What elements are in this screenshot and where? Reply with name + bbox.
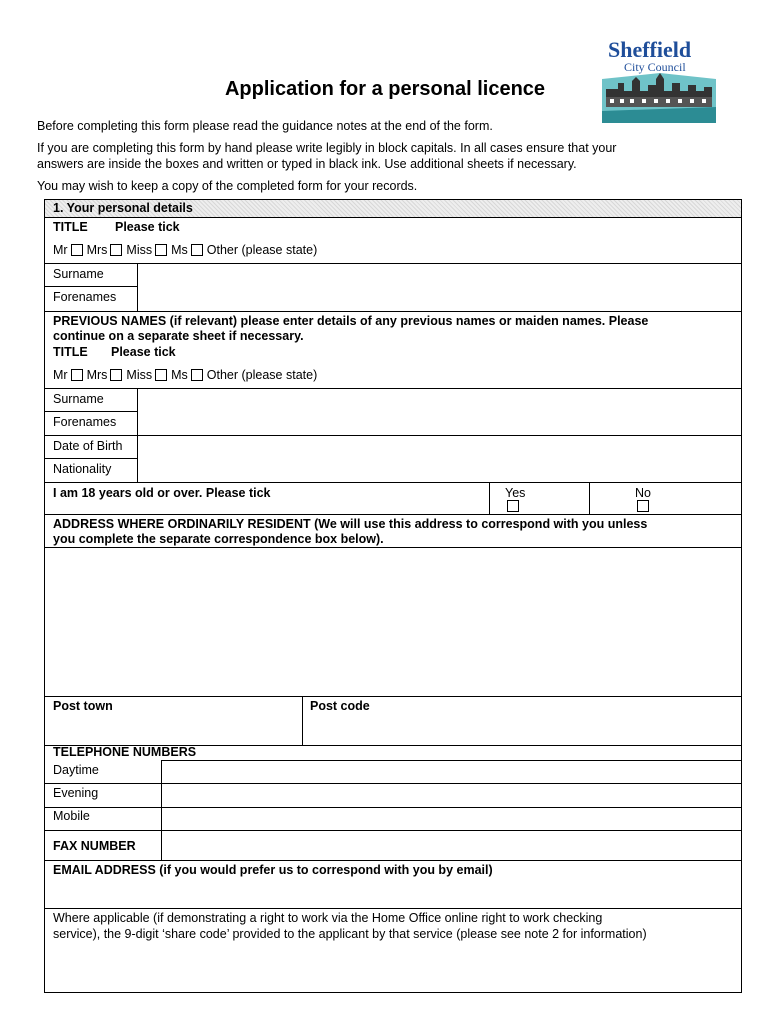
prev-option-mr-label: Mr (53, 368, 68, 382)
prev-mr-checkbox[interactable] (71, 369, 83, 381)
dob-nationality-input[interactable] (138, 436, 741, 481)
prev-miss-checkbox[interactable] (155, 369, 167, 381)
title-label: TITLE (53, 220, 88, 234)
post-code-label: Post code (310, 699, 370, 713)
mobile-label: Mobile (53, 809, 90, 823)
share-code-line1: Where applicable (if demonstrating a right to work via the Home Office online right to work checking (53, 911, 603, 925)
page-title: Application for a personal licence (224, 78, 546, 100)
logo-line1: Sheffield (608, 37, 692, 62)
prev-option-ms-label: Ms (171, 368, 188, 382)
title-options (53, 243, 317, 257)
section-header (45, 200, 741, 218)
post-code-input[interactable] (303, 715, 741, 744)
evening-label: Evening (53, 786, 99, 800)
intro-paragraph-2a: If you are completing this form by hand please write legibly in block capitals. In all cases ensure that your (37, 141, 617, 155)
ms-checkbox[interactable] (191, 244, 203, 256)
daytime-label: Daytime (53, 763, 99, 777)
please-tick-label: Please tick (115, 220, 180, 234)
previous-names-line1: PREVIOUS NAMES (if relevant) please enter details of any previous names or maiden names. Please (53, 314, 649, 328)
option-mr-label: Mr (53, 243, 68, 257)
dob-label: Date of Birth (53, 439, 123, 453)
address-input[interactable] (46, 548, 740, 696)
address-heading-line2: you complete the separate correspondence box below). (53, 532, 384, 546)
prev-option-mrs-label: Mrs (86, 368, 108, 382)
age-question-label: I am 18 years old or over. Please tick (53, 486, 271, 500)
intro-paragraph-3: You may wish to keep a copy of the completed form for your records. (37, 179, 418, 193)
fax-input[interactable] (162, 831, 741, 859)
previous-title-label: TITLE (53, 345, 88, 359)
intro-paragraph-2b: answers are inside the boxes and written or typed in black ink. Use additional sheets if necessary. (37, 157, 577, 171)
section-heading: 1. Your personal details (53, 201, 193, 215)
prev-ms-checkbox[interactable] (191, 369, 203, 381)
miss-checkbox[interactable] (155, 244, 167, 256)
intro-paragraph-1: Before completing this form please read the guidance notes at the end of the form. (37, 119, 493, 133)
previous-names-input[interactable] (138, 389, 741, 434)
share-code-line2: service), the 9-digit ‘share code’ provided to the applicant by that service (please see note 2 for information) (53, 927, 647, 941)
surname-forenames-input[interactable] (138, 264, 741, 310)
no-checkbox[interactable] (637, 500, 649, 512)
forenames-label: Forenames (53, 290, 117, 304)
post-town-input[interactable] (46, 715, 301, 744)
personal-details-form (44, 199, 742, 993)
prev-mrs-checkbox[interactable] (110, 369, 122, 381)
yes-checkbox[interactable] (507, 500, 519, 512)
prev-option-other-label: Other (please state) (206, 368, 318, 382)
previous-surname-label: Surname (53, 392, 104, 406)
logo-line2: City Council (624, 60, 686, 74)
share-code-input[interactable] (46, 944, 740, 992)
daytime-input[interactable] (162, 761, 741, 782)
nationality-label: Nationality (53, 462, 112, 476)
previous-names-line2: continue on a separate sheet if necessary. (53, 329, 304, 343)
previous-please-tick-label: Please tick (111, 345, 176, 359)
evening-input[interactable] (162, 784, 741, 806)
option-mrs-label: Mrs (86, 243, 108, 257)
mobile-input[interactable] (162, 808, 741, 829)
prev-option-miss-label: Miss (126, 368, 153, 382)
telephone-heading: TELEPHONE NUMBERS (53, 745, 197, 759)
email-input[interactable] (46, 879, 740, 907)
option-ms-label: Ms (171, 243, 188, 257)
no-label: No (635, 486, 651, 500)
sheffield-city-council-logo (600, 35, 718, 125)
address-heading-line1: ADDRESS WHERE ORDINARILY RESIDENT (We will use this address to correspond with you unless (53, 517, 648, 531)
surname-label: Surname (53, 267, 104, 281)
yes-label: Yes (505, 486, 526, 500)
post-town-label: Post town (53, 699, 113, 713)
fax-label: FAX NUMBER (53, 839, 136, 853)
mr-checkbox[interactable] (71, 244, 83, 256)
option-other-label: Other (please state) (206, 243, 318, 257)
mrs-checkbox[interactable] (110, 244, 122, 256)
previous-title-options (53, 368, 317, 382)
previous-forenames-label: Forenames (53, 415, 117, 429)
email-label: EMAIL ADDRESS (if you would prefer us to correspond with you by email) (53, 863, 493, 877)
option-miss-label: Miss (126, 243, 153, 257)
